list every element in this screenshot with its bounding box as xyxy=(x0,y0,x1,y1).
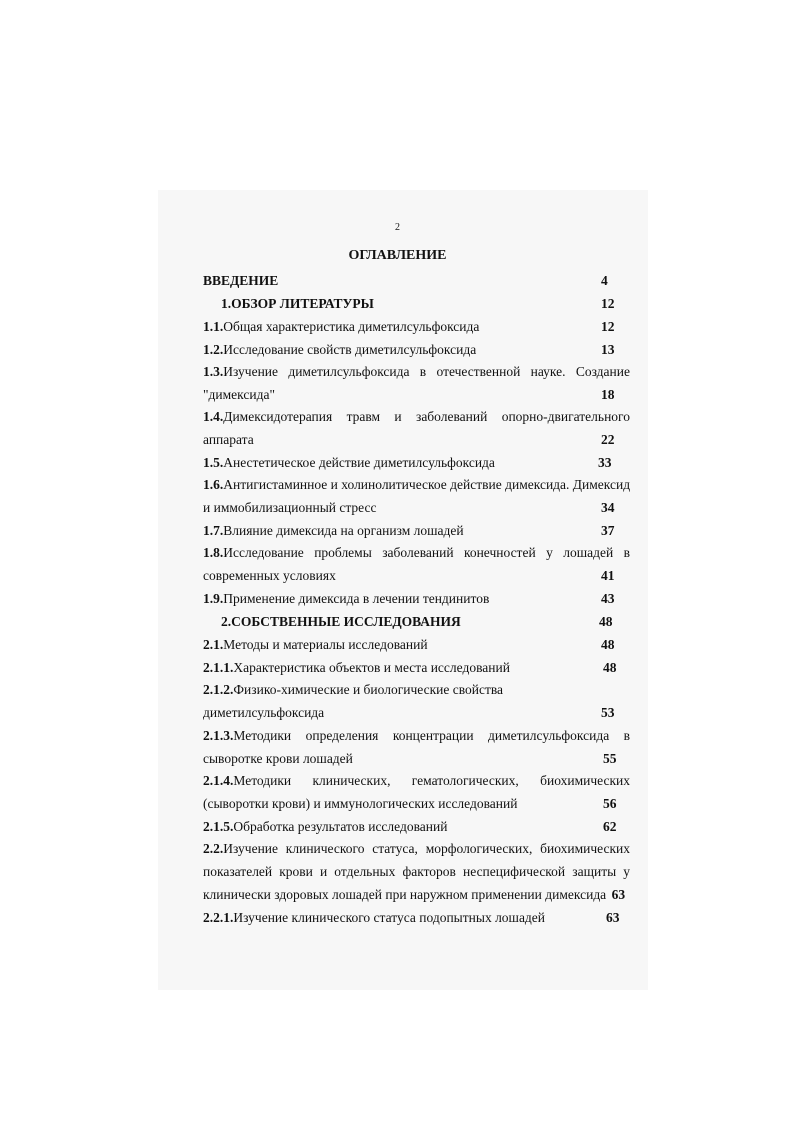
toc-num: 2.1.2. xyxy=(203,682,234,697)
toc-label: 2.СОБСТВЕННЫЕ ИССЛЕДОВАНИЯ xyxy=(221,614,461,629)
toc-page: 12 xyxy=(601,319,615,334)
toc-entry-2-1-3 xyxy=(203,728,630,744)
toc-text: Физико-химические и биологические свойства xyxy=(233,682,504,697)
toc-text: Антигистаминное и холинолитическое действие димексида. Димексид xyxy=(223,477,631,492)
toc-entry-2-1 xyxy=(203,637,630,653)
toc-num: 1.5. xyxy=(203,455,224,470)
toc-page: 4 xyxy=(601,273,608,288)
toc-page: 48 xyxy=(599,614,613,629)
toc-text: Влияние димексида на организм лошадей xyxy=(223,523,464,538)
toc-entry-1-3 xyxy=(203,364,630,380)
toc-num: 2.1.5. xyxy=(203,819,234,834)
toc-text: Димексидотерапия травм и заболеваний опорно-двигательного xyxy=(223,409,630,424)
toc-entry-1-6-cont xyxy=(203,500,630,516)
toc-page: 63 xyxy=(611,887,626,902)
toc-page: 18 xyxy=(601,387,615,402)
toc-num: 1.1. xyxy=(203,319,224,334)
toc-entry-1-7 xyxy=(203,523,630,539)
toc-text: Характеристика объектов и места исследований xyxy=(233,660,510,675)
toc-num: 2.2. xyxy=(203,841,224,856)
toc-page: 55 xyxy=(603,751,617,766)
toc-num: 2.2.1. xyxy=(203,910,234,925)
toc-entry-1-4-cont xyxy=(203,432,630,448)
toc-page: 63 xyxy=(606,910,620,925)
toc-entry-2-1-4 xyxy=(203,773,630,789)
toc-label: 1.ОБЗОР ЛИТЕРАТУРЫ xyxy=(221,296,374,311)
toc-entry-1-8 xyxy=(203,545,630,561)
toc-num: 1.3. xyxy=(203,364,224,379)
toc-heading: ОГЛАВЛЕНИЕ xyxy=(348,248,447,263)
toc-text: Изучение клинического статуса подопытных лошадей xyxy=(233,910,546,925)
toc-entry-1-4 xyxy=(203,409,630,425)
toc-num: 2.1.1. xyxy=(203,660,234,675)
toc-label: ВВЕДЕНИЕ xyxy=(203,273,279,288)
toc-entry-2-1-2 xyxy=(203,682,630,698)
toc-entry-2-1-1 xyxy=(203,660,630,676)
toc-text: Анестетическое действие диметилсульфоксида xyxy=(223,455,495,470)
toc-num: 1.4. xyxy=(203,409,224,424)
toc-entry-2-2 xyxy=(203,841,630,857)
toc-entry-2-1-4-cont xyxy=(203,796,630,812)
toc-text: Общая характеристика диметилсульфоксида xyxy=(223,319,480,334)
toc-entry-chapter-2 xyxy=(203,614,630,630)
toc-page: 33 xyxy=(598,455,612,470)
toc-text: Обработка результатов исследований xyxy=(233,819,448,834)
toc-page: 12 xyxy=(601,296,615,311)
toc-page: 41 xyxy=(601,568,615,583)
toc-text-cont: и иммобилизационный стресс xyxy=(203,500,377,515)
toc-text: Методики клинических, гематологических, биохимических xyxy=(233,773,630,788)
toc-entry-2-2-1 xyxy=(203,910,630,926)
toc-text: Методики определения концентрации диметилсульфоксида в xyxy=(233,728,630,743)
toc-text-cont: современных условиях xyxy=(203,568,336,583)
toc-num: 1.7. xyxy=(203,523,224,538)
toc-text: Исследование проблемы заболеваний конечностей у лошадей в xyxy=(223,545,630,560)
toc-num: 2.1.4. xyxy=(203,773,234,788)
toc-entry-1-6 xyxy=(203,477,630,493)
toc-text: Применение димексида в лечении тендинитов xyxy=(223,591,490,606)
toc-page: 13 xyxy=(601,342,615,357)
toc-num: 1.8. xyxy=(203,545,224,560)
toc-page: 22 xyxy=(601,432,615,447)
toc-entry-2-1-3-cont xyxy=(203,751,630,767)
toc-num: 1.2. xyxy=(203,342,224,357)
toc-text-cont: сыворотке крови лошадей xyxy=(203,751,353,766)
toc-text: Изучение диметилсульфоксида в отечественной науке. Создание xyxy=(223,364,630,379)
toc-text: Изучение клинического статуса, морфологических, биохимических xyxy=(223,841,630,856)
toc-entry-1-5 xyxy=(203,455,630,471)
toc-page: 56 xyxy=(603,796,617,811)
toc-entry-1-3-cont xyxy=(203,387,630,403)
toc-num: 1.6. xyxy=(203,477,224,492)
toc-entry-2-2-cont2 xyxy=(203,887,630,903)
toc-entry-intro xyxy=(203,273,630,289)
toc-num: 2.1.3. xyxy=(203,728,234,743)
toc-text: Исследование свойств диметилсульфоксида xyxy=(223,342,477,357)
toc-page: 48 xyxy=(601,637,615,652)
toc-num: 1.9. xyxy=(203,591,224,606)
toc-text-cont: диметилсульфоксида xyxy=(203,705,325,720)
toc-text: Методы и материалы исследований xyxy=(223,637,428,652)
toc-text-cont: (сыворотки крови) и иммунологических исследований xyxy=(203,796,518,811)
toc-text-cont: "димексида" xyxy=(203,387,275,402)
toc-entry-1-2 xyxy=(203,342,630,358)
toc-page: 48 xyxy=(603,660,617,675)
toc-entry-1-8-cont xyxy=(203,568,630,584)
page-number: 2 xyxy=(395,222,400,233)
toc-page: 62 xyxy=(603,819,617,834)
toc-page: 34 xyxy=(601,500,615,515)
toc-entry-1-1 xyxy=(203,319,630,335)
toc-text-cont2: клинически здоровых лошадей при наружном применении димексида xyxy=(203,887,607,902)
toc-entry-2-2-cont xyxy=(203,864,630,880)
toc-page: 43 xyxy=(601,591,615,606)
toc-text-cont: аппарата xyxy=(203,432,254,447)
toc-num: 2.1. xyxy=(203,637,224,652)
toc-page: 37 xyxy=(601,523,615,538)
toc-entry-2-1-5 xyxy=(203,819,630,835)
toc-text-cont: показателей крови и отдельных факторов неспецифической защиты у xyxy=(203,864,630,879)
toc-entry-2-1-2-cont xyxy=(203,705,630,721)
toc-page: 53 xyxy=(601,705,615,720)
toc-entry-chapter-1 xyxy=(203,296,630,312)
toc-entry-1-9 xyxy=(203,591,630,607)
